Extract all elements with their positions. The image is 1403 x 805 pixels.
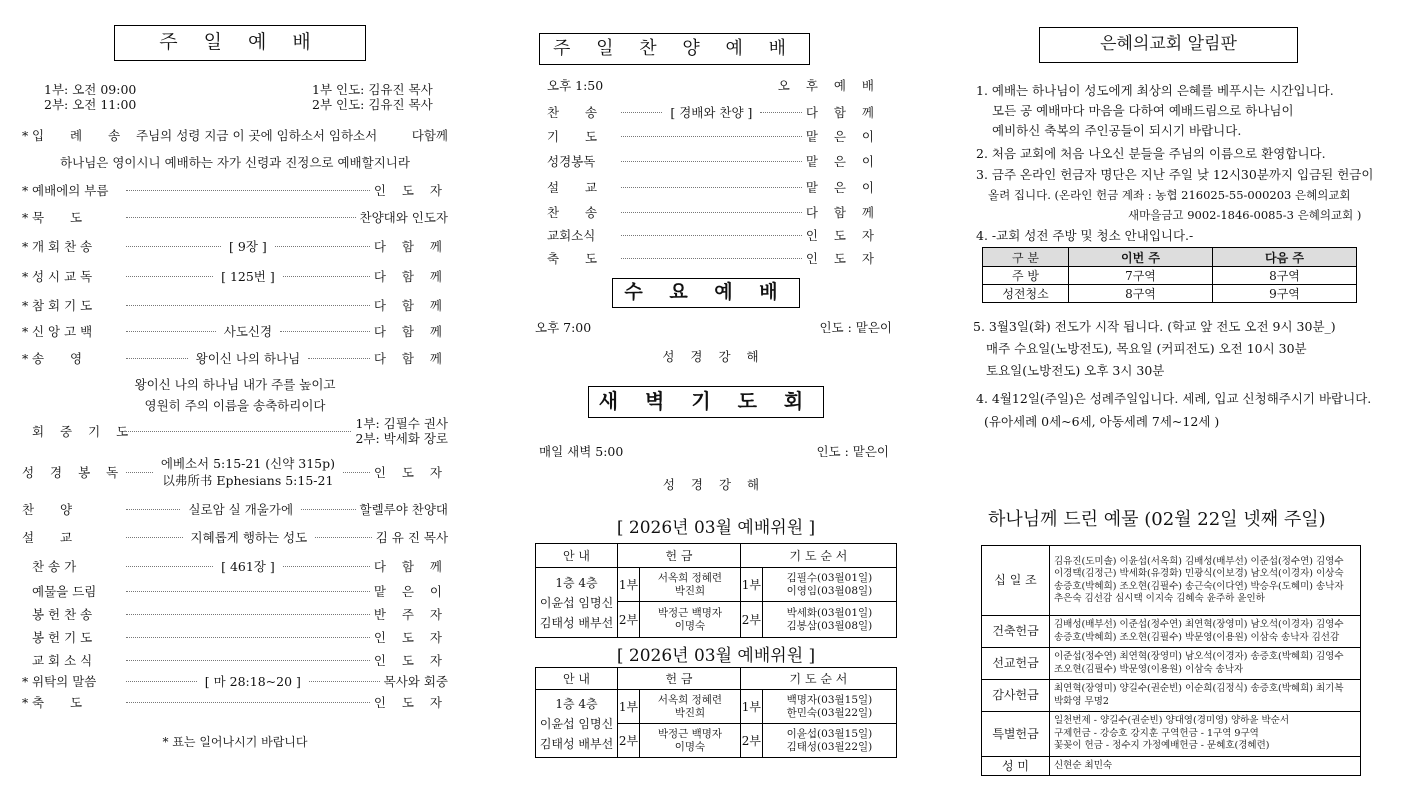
notice-1: 1. 예배는 하나님이 성도에게 최상의 은혜를 베푸시는 시간입니다. 모든 공 예배마다 마음을 다하여 예배드림으로 하나님이 예비하신 축복의 주인공들이 되시기 바랍니다. xyxy=(976,83,1334,138)
dawn-prayer-title: 새 벽 기 도 회 xyxy=(588,386,824,418)
praise-order-row: 찬 송 [ 경배와 찬양 ] 다 함 께 xyxy=(547,105,880,120)
order-row: * 송 영 왕이신 나의 하나님 다 함 께 xyxy=(22,350,448,366)
praise-order-row: 성경봉독 맡 은 이 xyxy=(547,154,880,169)
wednesday-time-row: 오후 7:00 인도 : 맡은이 xyxy=(535,320,892,335)
sermon-row: 설 교 지혜롭게 행하는 성도 김 유 진 목사 xyxy=(22,530,449,545)
doxology-lyrics: 왕이신 나의 하나님 내가 주를 높이고 영원히 주의 이름을 송축하리이다 xyxy=(134,377,336,413)
notice-6: 4. 4월12일(주일)은 성례주일입니다. 세례, 입교 신청해주시기 바랍니다. (유아세례 0세~6세, 아동세례 7세~12세 ) xyxy=(976,391,1372,429)
order-row: * 묵 도 찬양대와 인도자 xyxy=(22,209,448,225)
scripture-row: 성 경 봉 독 에베소서 5:15-21 (신약 315p) 以弗所书 Ephesians 5:15-21 인 도 자 xyxy=(22,456,448,488)
notice-4: 4. -교회 성전 주방 및 청소 안내입니다.- xyxy=(976,228,1194,243)
service-times: 1부: 오전 09:00 2부: 오전 11:00 xyxy=(44,82,137,112)
order-row: * 입 례 송 주님의 성령 지금 이 곳에 임하소서 임하소서 다함께 xyxy=(22,127,448,143)
notice-5: 5. 3월3일(화) 전도가 시작 됩니다. (학교 앞 전도 오전 9시 30분_) 매주 수요일(노방전도), 목요일 (커피전도) 오전 10시 30분 토요일(노방전도) 오후 3시 30분 xyxy=(973,319,1336,378)
congregation-prayer-row: 회 중 기 도 1부: 김필수 권사 2부: 박세화 장로 xyxy=(32,416,448,446)
cleaning-table: 구 분 이번 주 다음 주 주 방 7구역 8구역 성전청소 8구역 9구역 xyxy=(982,247,1357,303)
committee-title: [ 2026년 03월 예배위원 ] xyxy=(616,518,816,538)
bulletin-column xyxy=(960,0,1403,805)
order-row: 교 회 소 식 인 도 자 xyxy=(32,653,448,668)
order-row: * 참 회 기 도 다 함 께 xyxy=(22,297,448,313)
offerings-table: 십 일 조 김유진(도미솔) 이윤섭(서옥희) 김배성(배부선) 이준섭(정수연) 김영수 이경택(김정근) 박세화(유경화) 민광식(이보경) 남오석(이경자) 이상숙 송증호(박혜희) 조오현(김필수) 송근숙(이다연) 박승우(도혜미) 송낙자 추은숙 김선감 심시택 이지숙 김혜숙 윤주하 윤인하 건축헌금 김배성(배부선) 이준섭(정수연) 최연혁(장영미) 남오석(이경자) 김영수 송증호(박혜희) 조오현(김필수) 박문영(이용원) 이삼숙 송낙자 김선감 선교헌금 이준섭(정수연) 최연혁(장영미) 남오석(이경자) 송증호(박혜희) 김영수 조오현(김필수) 박문영(이용원) 이삼숙 송낙자 감사헌금 최연혁(장영미) 양길수(권순빈) 이순희(김정식) 송증호(박혜희) 최기복 박화영 무명2 특별헌금 일천번제 - 양길수(권순빈) 양대영(경미영) 양하윤 박순서 구제헌금 - 강승호 강지훈 구역헌금 - 1구역 9구역 꽃꽂이 헌금 - 정수지 가정예배헌금 - 문혜호(경혜련) 성 미 신현순 최민숙 xyxy=(981,545,1361,776)
intro-verse: 하나님은 영이시니 예배하는 자가 신령과 진정으로 예배할지니라 xyxy=(60,155,410,170)
praise-time-row: 오후 1:50 오 후 예 배 xyxy=(547,78,880,93)
sunday-worship-column xyxy=(0,0,470,805)
order-row: * 예배에의 부름 인 도 자 xyxy=(22,182,448,198)
dawn-content: 성 경 강 해 xyxy=(662,477,766,492)
notice-3: 3. 금주 온라인 헌금자 명단은 지난 주일 낮 12시30분까지 입금된 헌금이 올려 집니다. (온라인 헌금 계좌 : 농협 216025-55-000203 은혜의교회 새마을금고 9002-1846-0085-3 은혜의교회 ) xyxy=(976,167,1374,222)
order-row: 봉 헌 찬 송 반 주 자 xyxy=(32,607,448,622)
praise-order-row: 기 도 맡 은 이 xyxy=(547,129,880,144)
other-services-column xyxy=(520,0,920,805)
committee-table: 안 내 헌 금 기 도 순 서 1층 4층 이윤섭 임명신 김태성 배부선 1부 서옥희 정혜련 박진희 1부 백명자(03월15일) 한민숙(03월22일) 2부 박정근 백명자 이명숙 2부 이윤섭(03월15일) 김태성(03월22일) xyxy=(535,667,897,758)
dawn-time-row: 매일 새벽 5:00 인도 : 맡은이 xyxy=(539,444,889,459)
anthem-row: 찬 양 실로암 실 개울가에 할렐루야 찬양대 xyxy=(22,502,448,517)
praise-order-row: 찬 송 다 함 께 xyxy=(547,205,880,220)
praise-order-row: 교회소식 인 도 자 xyxy=(547,228,880,243)
notice-2: 2. 처음 교회에 처음 나오신 분들을 주님의 이름으로 환영합니다. xyxy=(976,146,1326,161)
order-row: 예물을 드림 맡 은 이 xyxy=(32,584,448,599)
order-row: * 축 도 인 도 자 xyxy=(22,694,448,710)
order-row: 찬 송 가 [ 461장 ] 다 함 께 xyxy=(32,559,449,574)
committee-table: 안 내 헌 금 기 도 순 서 1층 4층 이윤섭 임명신 김태성 배부선 1부 서옥희 정혜련 박진희 1부 김필수(03월01일) 이영임(03월08일) 2부 박정근 백명자 이명숙 2부 박세화(03월01일) 김봉삼(03월08일) xyxy=(535,543,897,638)
bulletin-title: 은혜의교회 알림판 xyxy=(1039,27,1298,63)
order-row: 봉 헌 기 도 인 도 자 xyxy=(32,630,448,645)
order-row: * 위탁의 말씀 [ 마 28:18~20 ] 목사와 회중 xyxy=(22,673,449,689)
order-row: * 신 앙 고 백 사도신경 다 함 께 xyxy=(22,323,448,339)
praise-order-row: 설 교 맡 은 이 xyxy=(547,180,880,195)
standing-footnote: * 표는 일어나시기 바랍니다 xyxy=(162,735,308,749)
praise-order-row: 축 도 인 도 자 xyxy=(547,251,880,266)
service-leaders: 1부 인도: 김유진 목사 2부 인도: 김유진 목사 xyxy=(312,82,433,112)
praise-worship-title: 주 일 찬 양 예 배 xyxy=(539,33,810,65)
committee-title: [ 2026년 03월 예배위원 ] xyxy=(616,646,816,666)
wednesday-content: 성 경 강 해 xyxy=(662,349,765,364)
offerings-title: 하나님께 드린 예물 (02월 22일 넷째 주일) xyxy=(988,509,1326,530)
wednesday-title: 수 요 예 배 xyxy=(612,278,800,308)
order-row: * 개 회 찬 송 [ 9장 ] 다 함 께 xyxy=(22,238,449,254)
sunday-worship-title: 주 일 예 배 xyxy=(114,25,366,61)
order-row: * 성 시 교 독 [ 125번 ] 다 함 께 xyxy=(22,268,449,284)
